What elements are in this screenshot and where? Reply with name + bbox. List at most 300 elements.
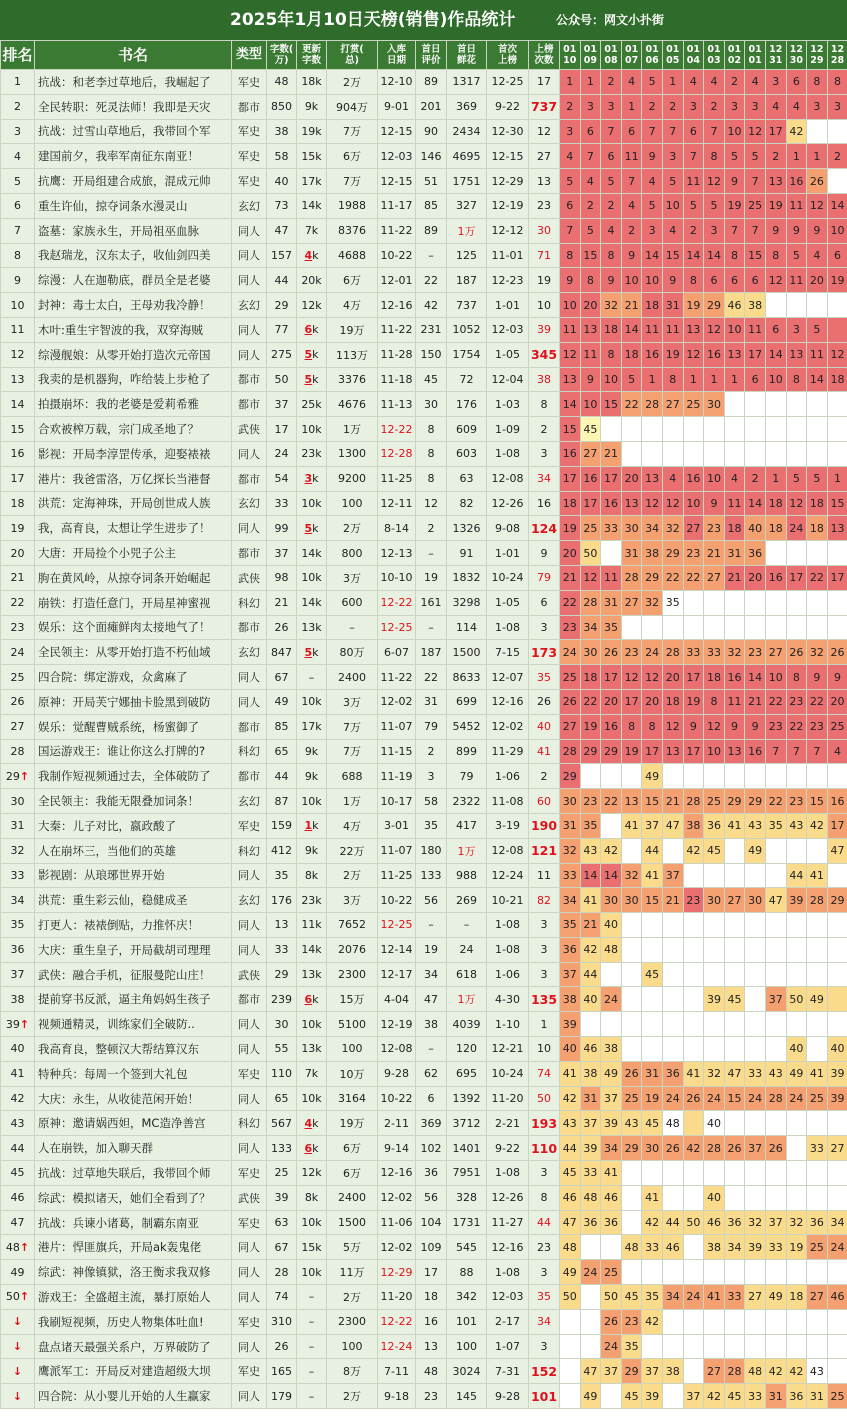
rank-history-cell: [662, 1384, 683, 1409]
rank-history-cell: [786, 441, 807, 466]
update-cell: 10k: [297, 1012, 327, 1037]
rank-history-cell: [827, 937, 847, 962]
rank-history-cell: 19: [827, 268, 847, 293]
tip-cell: –: [327, 615, 378, 640]
rank-history-cell: 19: [765, 193, 786, 218]
rank-history-cell: 47: [560, 1210, 581, 1235]
rank-history-cell: 34: [662, 1285, 683, 1310]
rank-history-cell: 27: [580, 441, 601, 466]
rank-history-cell: [683, 1309, 704, 1334]
rank-history-cell: 1: [642, 367, 663, 392]
indate-cell: 11-25: [378, 466, 416, 491]
rank-cell: 34: [1, 888, 35, 913]
rank-history-cell: [601, 1012, 622, 1037]
rank-history-cell: 21: [560, 565, 581, 590]
rank-history-cell: [765, 1037, 786, 1062]
update-cell: 10k: [297, 789, 327, 814]
rank-history-cell: 8: [601, 342, 622, 367]
rank-history-cell: [724, 913, 745, 938]
indate-cell: 11-22: [378, 665, 416, 690]
tip-cell: 1万: [327, 417, 378, 442]
rank-history-cell: [807, 541, 828, 566]
rank-history-cell: [765, 913, 786, 938]
rank-history-cell: 28: [704, 1136, 725, 1161]
rank-history-cell: [807, 1260, 828, 1285]
rank-history-cell: 24: [662, 1086, 683, 1111]
rank-history-cell: 11: [642, 317, 663, 342]
rank-history-cell: 5: [724, 144, 745, 169]
rank-history-cell: 50: [580, 541, 601, 566]
book-title: 抗鹰：开局组建合成旅，混成元帅: [35, 169, 232, 194]
rank-history-cell: 45: [642, 962, 663, 987]
flower-cell: 695: [447, 1061, 487, 1086]
rank-history-cell: 22: [662, 565, 683, 590]
rank-cell: 32: [1, 838, 35, 863]
rank-history-cell: 32: [807, 640, 828, 665]
rank-history-cell: 10: [580, 392, 601, 417]
book-title: 综武：神像镇狱，洛王衡求我双修: [35, 1260, 232, 1285]
rank-history-cell: 14: [683, 243, 704, 268]
rank-history-cell: 19: [786, 1235, 807, 1260]
rank-history-cell: [724, 417, 745, 442]
rank-history-cell: 22: [807, 565, 828, 590]
rank-history-cell: 41: [560, 1061, 581, 1086]
rank-history-cell: [807, 119, 828, 144]
book-title: 洪荒：重生彩云仙，稳健成圣: [35, 888, 232, 913]
rank-history-cell: [580, 1012, 601, 1037]
rank-history-cell: 23: [683, 888, 704, 913]
rank-history-cell: 11: [724, 491, 745, 516]
rank-history-cell: 43: [621, 1111, 642, 1136]
rank-history-cell: 9: [683, 714, 704, 739]
type-cell: 武侠: [232, 417, 267, 442]
count-cell: 12: [529, 119, 560, 144]
first-cell: 1-01: [487, 293, 529, 318]
type-cell: 科幻: [232, 590, 267, 615]
words-cell: 176: [267, 888, 297, 913]
rank-history-cell: 22: [601, 789, 622, 814]
rank-history-cell: 28: [662, 640, 683, 665]
count-cell: 26: [529, 689, 560, 714]
rank-history-cell: 45: [580, 417, 601, 442]
tip-cell: 19万: [327, 1111, 378, 1136]
rank-history-cell: [827, 863, 847, 888]
rate-cell: 89: [416, 70, 447, 95]
tip-cell: 600: [327, 590, 378, 615]
rank-history-cell: [580, 764, 601, 789]
rank-history-cell: 20: [621, 466, 642, 491]
first-cell: 4-30: [487, 987, 529, 1012]
rank-history-cell: [704, 590, 725, 615]
count-cell: 34: [529, 1309, 560, 1334]
flower-cell: 4695: [447, 144, 487, 169]
count-cell: 193: [529, 1111, 560, 1136]
book-title: 全民转职：死灵法师！我即是天灾: [35, 94, 232, 119]
rank-history-cell: 15: [642, 789, 663, 814]
table-row: [1, 342, 847, 367]
rank-history-cell: 23: [786, 689, 807, 714]
type-cell: 玄幻: [232, 293, 267, 318]
rank-history-cell: [662, 1037, 683, 1062]
rank-history-cell: [765, 764, 786, 789]
first-cell: 1-05: [487, 342, 529, 367]
rank-history-cell: 33: [601, 516, 622, 541]
rank-history-cell: 5: [786, 466, 807, 491]
rank-history-cell: [662, 1185, 683, 1210]
rate-cell: 231: [416, 317, 447, 342]
rank-history-cell: 14: [807, 367, 828, 392]
tip-cell: 100: [327, 1334, 378, 1359]
count-cell: 3: [529, 962, 560, 987]
rank-history-cell: 9: [580, 367, 601, 392]
flower-cell: 88: [447, 1260, 487, 1285]
type-cell: 科幻: [232, 838, 267, 863]
type-cell: 科幻: [232, 739, 267, 764]
rate-cell: 6: [416, 1086, 447, 1111]
rank-history-cell: 39: [786, 888, 807, 913]
table-row: [1, 417, 847, 442]
rank-history-cell: 17: [683, 665, 704, 690]
update-cell: 9k: [297, 94, 327, 119]
flower-cell: 609: [447, 417, 487, 442]
first-cell: 1-08: [487, 913, 529, 938]
rank-history-cell: [807, 1037, 828, 1062]
first-cell: 12-16: [487, 689, 529, 714]
col-date: 12 30: [786, 41, 807, 70]
rank-history-cell: 4: [601, 218, 622, 243]
rank-history-cell: 11: [745, 317, 766, 342]
rank-history-cell: 5: [662, 169, 683, 194]
rank-history-cell: 7: [642, 119, 663, 144]
rank-history-cell: 42: [683, 1136, 704, 1161]
table-row: [1, 466, 847, 491]
rank-history-cell: 2: [704, 94, 725, 119]
rank-history-cell: 37: [601, 1359, 622, 1384]
rank-history-cell: 4: [662, 466, 683, 491]
rank-history-cell: 16: [724, 665, 745, 690]
tip-cell: 7652: [327, 913, 378, 938]
tip-cell: 5100: [327, 1012, 378, 1037]
update-cell: 13k: [297, 615, 327, 640]
type-cell: 军史: [232, 144, 267, 169]
type-cell: 都市: [232, 714, 267, 739]
rank-history-cell: [827, 392, 847, 417]
page-title: 2025年1月10日天榜(销售)作品统计: [230, 10, 516, 30]
count-cell: 3: [529, 913, 560, 938]
rank-history-cell: [662, 913, 683, 938]
rank-history-cell: [827, 1309, 847, 1334]
book-title: 提前穿书反派，逼主角妈妈生孩子: [35, 987, 232, 1012]
rank-history-cell: 15: [560, 417, 581, 442]
rank-history-cell: 49: [601, 1061, 622, 1086]
rank-history-cell: 20: [642, 689, 663, 714]
rank-history-cell: 22: [683, 565, 704, 590]
rank-history-cell: 42: [786, 119, 807, 144]
rank-history-cell: [560, 1309, 581, 1334]
rank-history-cell: 16: [704, 342, 725, 367]
rank-history-cell: 3: [704, 218, 725, 243]
rank-history-cell: 3: [827, 94, 847, 119]
rank-history-cell: 24: [827, 1235, 847, 1260]
rank-history-cell: 24: [560, 640, 581, 665]
rank-history-cell: 22: [807, 689, 828, 714]
rank-history-cell: 5: [807, 466, 828, 491]
rate-cell: 19: [416, 937, 447, 962]
book-title: 我制作短视频通过去，全体破防了: [35, 764, 232, 789]
words-cell: 67: [267, 1235, 297, 1260]
words-cell: 54: [267, 466, 297, 491]
rank-history-cell: 7: [786, 739, 807, 764]
rank-history-cell: 40: [786, 1037, 807, 1062]
rank-history-cell: 4: [560, 144, 581, 169]
flower-cell: 3298: [447, 590, 487, 615]
col-date: 01 04: [683, 41, 704, 70]
indate-cell: 10-22: [378, 888, 416, 913]
tip-cell: 1300: [327, 441, 378, 466]
flower-cell: 1万: [447, 218, 487, 243]
rank-history-cell: 24: [704, 1086, 725, 1111]
rank-history-cell: 22: [580, 689, 601, 714]
flower-cell: 7951: [447, 1161, 487, 1186]
rank-cell: 2: [1, 94, 35, 119]
book-title: 我刷短视频，历史人物集体吐血!: [35, 1309, 232, 1334]
rate-cell: 3: [416, 764, 447, 789]
indate-cell: 11-25: [378, 863, 416, 888]
update-cell: 7k: [297, 218, 327, 243]
rank-history-cell: 17: [827, 813, 847, 838]
rank-history-cell: [786, 417, 807, 442]
rank-history-cell: 11: [560, 317, 581, 342]
rate-cell: 58: [416, 789, 447, 814]
first-cell: 10-24: [487, 565, 529, 590]
count-cell: 17: [529, 70, 560, 95]
rank-history-cell: 45: [621, 1384, 642, 1409]
rank-history-cell: 49: [807, 987, 828, 1012]
table-row: [1, 144, 847, 169]
rank-history-cell: 8: [765, 243, 786, 268]
flower-cell: 618: [447, 962, 487, 987]
rank-history-cell: 43: [786, 813, 807, 838]
rank-history-cell: 40: [827, 1037, 847, 1062]
rank-history-cell: 44: [642, 838, 663, 863]
book-title: 娱乐：这个面瘫鲜肉太接地气了！: [35, 615, 232, 640]
tip-cell: 2万: [327, 70, 378, 95]
rank-history-cell: 23: [580, 789, 601, 814]
rank-history-cell: 35: [642, 1285, 663, 1310]
rank-history-cell: [786, 1334, 807, 1359]
rank-history-cell: 26: [765, 1136, 786, 1161]
rank-history-cell: 32: [662, 516, 683, 541]
count-cell: 40: [529, 714, 560, 739]
rank-history-cell: [786, 1309, 807, 1334]
rank-history-cell: 13: [642, 466, 663, 491]
indate-cell: 12-25: [378, 913, 416, 938]
rank-history-cell: 25: [704, 789, 725, 814]
tip-cell: 2300: [327, 962, 378, 987]
words-cell: 29: [267, 293, 297, 318]
rank-history-cell: [765, 541, 786, 566]
rank-history-cell: 40: [745, 516, 766, 541]
words-cell: 33: [267, 937, 297, 962]
words-cell: 50: [267, 367, 297, 392]
rank-history-cell: [786, 838, 807, 863]
table-row: [1, 1309, 847, 1334]
book-title: 武侠：融合手机，征服曼陀山庄！: [35, 962, 232, 987]
rank-history-cell: [683, 1260, 704, 1285]
rank-history-cell: 12: [807, 193, 828, 218]
indate-cell: 12-22: [378, 1309, 416, 1334]
rank-history-cell: 27: [704, 565, 725, 590]
rank-history-cell: [704, 764, 725, 789]
update-cell: 5k: [297, 640, 327, 665]
rank-history-cell: 30: [704, 888, 725, 913]
rank-history-cell: 5: [642, 193, 663, 218]
rank-history-cell: 22: [765, 689, 786, 714]
rank-history-cell: 23: [704, 516, 725, 541]
rank-history-cell: 1: [662, 70, 683, 95]
tip-cell: 22万: [327, 838, 378, 863]
rank-history-cell: [683, 764, 704, 789]
rank-history-cell: [765, 1161, 786, 1186]
rate-cell: 36: [416, 1161, 447, 1186]
rank-history-cell: 34: [601, 1136, 622, 1161]
rank-history-cell: 26: [621, 1061, 642, 1086]
rank-history-cell: 42: [704, 1384, 725, 1409]
rank-history-cell: 25: [745, 193, 766, 218]
tip-cell: 2万: [327, 863, 378, 888]
rank-history-cell: 12: [683, 342, 704, 367]
update-cell: 10k: [297, 491, 327, 516]
rank-history-cell: 44: [662, 1210, 683, 1235]
type-cell: 军史: [232, 1161, 267, 1186]
rank-history-cell: 37: [745, 1136, 766, 1161]
update-cell: 1k: [297, 813, 327, 838]
update-cell: –: [297, 1384, 327, 1409]
rank-history-cell: [807, 962, 828, 987]
rank-history-cell: [621, 838, 642, 863]
indate-cell: 10-22: [378, 1086, 416, 1111]
rank-history-cell: 7: [580, 144, 601, 169]
table-row: [1, 689, 847, 714]
rank-history-cell: [642, 1037, 663, 1062]
rank-history-cell: 46: [560, 1185, 581, 1210]
rank-history-cell: [621, 1260, 642, 1285]
rank-history-cell: [704, 417, 725, 442]
rank-cell: 12: [1, 342, 35, 367]
rank-history-cell: 12: [704, 169, 725, 194]
rank-history-cell: 29: [560, 764, 581, 789]
rank-history-cell: 5: [621, 367, 642, 392]
rank-history-cell: [683, 1334, 704, 1359]
rank-history-cell: 34: [642, 516, 663, 541]
tip-cell: 8376: [327, 218, 378, 243]
book-title: 四合院：绑定游戏，众禽麻了: [35, 665, 232, 690]
table-row: [1, 70, 847, 95]
rank-history-cell: [827, 962, 847, 987]
indate-cell: 12-15: [378, 119, 416, 144]
col-date: 01 06: [642, 41, 663, 70]
rank-history-cell: 3: [807, 94, 828, 119]
rank-history-cell: 14: [642, 243, 663, 268]
update-cell: 14k: [297, 541, 327, 566]
rank-history-cell: [724, 1012, 745, 1037]
rank-history-cell: 34: [580, 615, 601, 640]
rank-history-cell: 31: [807, 1384, 828, 1409]
indate-cell: 12-14: [378, 937, 416, 962]
rank-history-cell: 21: [662, 789, 683, 814]
rank-cell: 40: [1, 1037, 35, 1062]
rank-cell: 30: [1, 789, 35, 814]
rate-cell: 22: [416, 665, 447, 690]
tip-cell: 100: [327, 491, 378, 516]
words-cell: 77: [267, 317, 297, 342]
rank-cell: 9: [1, 268, 35, 293]
table-row: [1, 1185, 847, 1210]
rank-history-cell: 17: [560, 466, 581, 491]
type-cell: 同人: [232, 1260, 267, 1285]
rank-history-cell: 14: [704, 243, 725, 268]
rank-cell: 17: [1, 466, 35, 491]
flower-cell: 91: [447, 541, 487, 566]
rank-history-cell: 34: [827, 1210, 847, 1235]
rank-cell: 47: [1, 1210, 35, 1235]
rank-history-cell: [786, 764, 807, 789]
rank-history-cell: 25: [827, 1384, 847, 1409]
indate-cell: 12-22: [378, 590, 416, 615]
rank-history-cell: 45: [621, 1285, 642, 1310]
rank-history-cell: [807, 913, 828, 938]
rank-history-cell: [662, 615, 683, 640]
rank-history-cell: 47: [827, 838, 847, 863]
rank-history-cell: [683, 441, 704, 466]
rank-history-cell: [745, 441, 766, 466]
flower-cell: 988: [447, 863, 487, 888]
rank-history-cell: [745, 1185, 766, 1210]
rank-history-cell: 3: [560, 119, 581, 144]
flower-cell: 24: [447, 937, 487, 962]
indate-cell: 9-01: [378, 94, 416, 119]
flower-cell: 327: [447, 193, 487, 218]
rank-history-cell: 17: [621, 689, 642, 714]
type-cell: 军史: [232, 119, 267, 144]
rank-history-cell: 4: [662, 218, 683, 243]
indate-cell: 11-18: [378, 367, 416, 392]
rank-history-cell: 15: [724, 1086, 745, 1111]
rank-history-cell: [704, 1309, 725, 1334]
rank-history-cell: 38: [642, 541, 663, 566]
rank-history-cell: 13: [580, 317, 601, 342]
rank-history-cell: 5: [580, 218, 601, 243]
book-title: 崩铁：打造任意门，开局星神蜜视: [35, 590, 232, 615]
rank-history-cell: 29: [704, 293, 725, 318]
count-cell: 41: [529, 739, 560, 764]
rank-cell: 48↑: [1, 1235, 35, 1260]
words-cell: 110: [267, 1061, 297, 1086]
tip-cell: 4688: [327, 243, 378, 268]
update-cell: 6k: [297, 317, 327, 342]
rank-history-cell: [807, 1185, 828, 1210]
rank-history-cell: 8: [683, 268, 704, 293]
rank-history-cell: [765, 1111, 786, 1136]
rank-history-cell: 9: [662, 268, 683, 293]
type-cell: 都市: [232, 367, 267, 392]
rank-history-cell: 20: [807, 268, 828, 293]
rank-history-cell: [827, 1260, 847, 1285]
rank-history-cell: 25: [560, 665, 581, 690]
rank-history-cell: 10: [621, 268, 642, 293]
rank-history-cell: 46: [662, 1235, 683, 1260]
words-cell: 33: [267, 491, 297, 516]
